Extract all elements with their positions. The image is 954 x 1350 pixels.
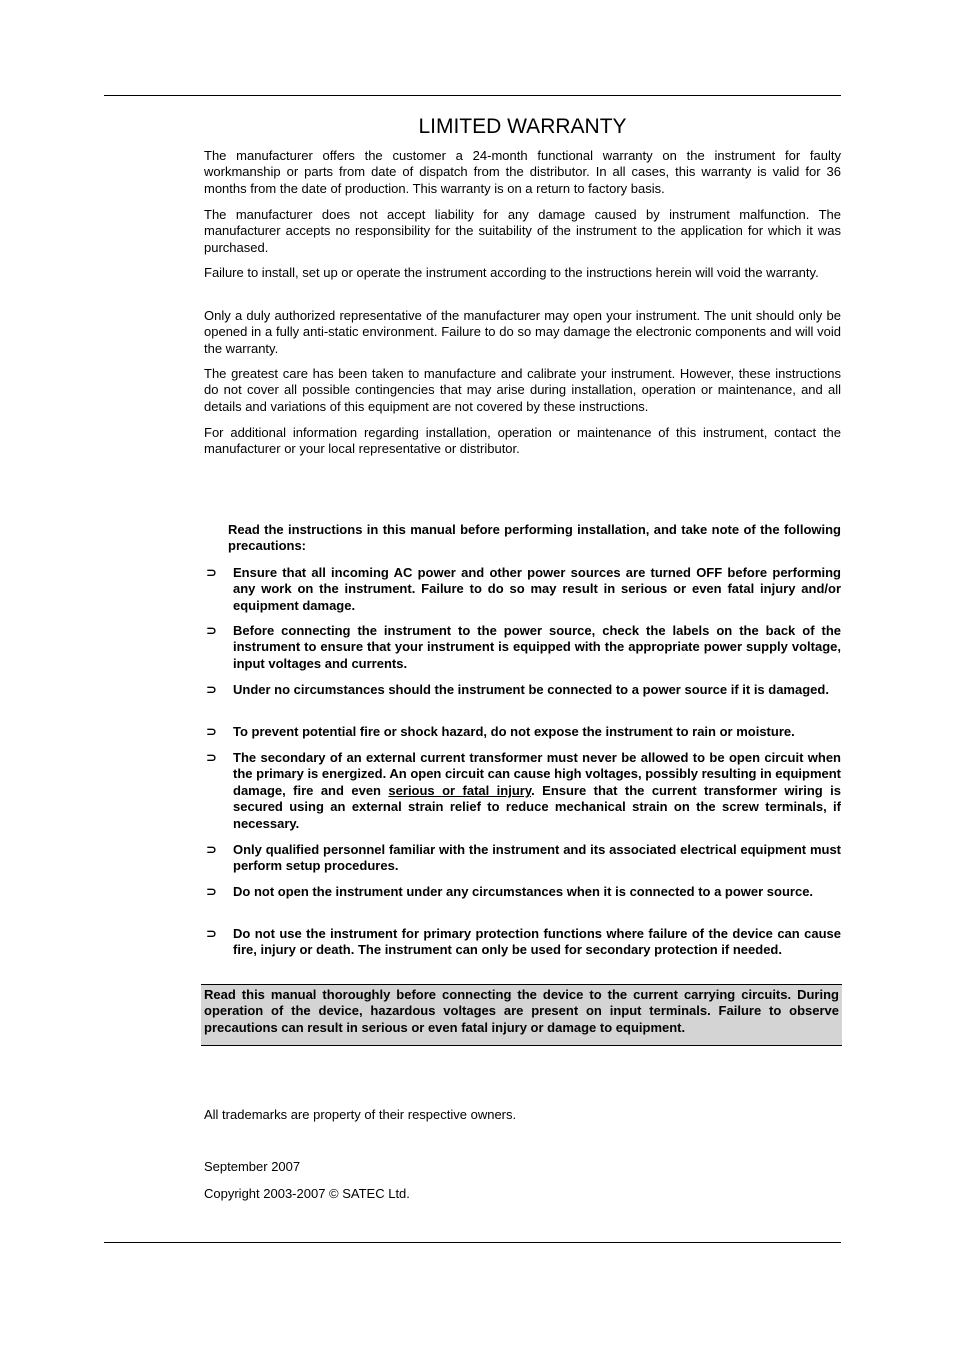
arrow-bullet-icon: ⊃ — [206, 842, 217, 857]
top-divider — [104, 95, 841, 96]
precaution-item — [206, 926, 841, 959]
warranty-paragraph-1: The manufacturer offers the customer a 24-month functional warranty on the instrument for faulty workmanship or parts from date of dispatch from the distributor. In all cases, this warranty is valid for 36 months from the date of production. This warranty is on a return to factory basis. — [204, 148, 841, 196]
precaution-text: To prevent potential fire or shock hazard, do not expose the instrument to rain or moisture. — [233, 724, 795, 739]
hazard-warning-text: Read this manual thoroughly before connecting the device to the current carrying circuits. During operation of the device, hazardous voltages are present on input terminals. Failure to observe precautions can result in serious or even fatal injury or damage to equipment. — [204, 987, 839, 1035]
precaution-item — [206, 565, 841, 614]
copyright-notice: Copyright 2003-2007 © SATEC Ltd. — [204, 1186, 410, 1201]
trademarks-notice: All trademarks are property of their respective owners. — [204, 1107, 517, 1122]
arrow-bullet-icon: ⊃ — [206, 682, 217, 697]
bottom-divider — [104, 1242, 841, 1243]
precaution-text — [233, 750, 841, 832]
precaution-text-part: The secondary of an external current transformer must never be allowed to be open circuit when the primary is energized. An open circuit can cause high voltages, possibly resulting in equipment damage, fire and even — [233, 750, 841, 798]
precaution-text: Do not open the instrument under any circumstances when it is connected to a power source. — [233, 884, 814, 899]
precaution-text-part: . Ensure that the current transformer wiring is secured using an external strain relief to reduce mechanical strain on the screw terminals, if necessary. — [233, 782, 841, 831]
hazard-warning-box — [201, 984, 842, 1046]
arrow-bullet-icon: ⊃ — [206, 750, 217, 765]
arrow-bullet-icon: ⊃ — [206, 565, 217, 580]
warranty-paragraph-6: For additional information regarding installation, operation or maintenance of this instrument, contact the manufacturer or your local representative or distributor. — [204, 425, 841, 457]
arrow-bullet-icon: ⊃ — [206, 926, 217, 941]
publication-date: September 2007 — [204, 1159, 301, 1174]
warranty-paragraph-5: The greatest care has been taken to manufacture and calibrate your instrument. However, these instructions do not cover all possible contingencies that may arise during installation, operation or maintenance, and all details and variations of this equipment are not covered by these instructions. — [204, 366, 841, 414]
warranty-paragraph-4: Only a duly authorized representative of the manufacturer may open your instrument. The unit should only be opened in a fully anti-static environment. Failure to do so may damage the electronic components and will void the warranty. — [204, 308, 841, 356]
precaution-text: Ensure that all incoming AC power and other power sources are turned OFF before performing any work on the instrument. Failure to do so may result in serious or even fatal injury and/or equipment damage. — [233, 565, 841, 613]
precautions-intro: Read the instructions in this manual before performing installation, and take note of the following precautions: — [228, 522, 841, 554]
precaution-item — [206, 884, 841, 900]
precaution-item — [206, 682, 841, 698]
precaution-text: Before connecting the instrument to the power source, check the labels on the back of the instrument to ensure that your instrument is equipped with the appropriate power supply voltage, input voltages and currents. — [233, 623, 841, 671]
warranty-paragraph-2: The manufacturer does not accept liability for any damage caused by instrument malfunction. The manufacturer accepts no responsibility for the suitability of the instrument to the application for which it was purchased. — [204, 207, 841, 255]
precaution-item — [206, 724, 841, 740]
precaution-text: Under no circumstances should the instrument be connected to a power source if it is damaged. — [233, 682, 829, 697]
precaution-item — [206, 623, 841, 672]
warranty-paragraph-3: Failure to install, set up or operate the instrument according to the instructions herein will void the warranty. — [204, 265, 819, 280]
arrow-bullet-icon: ⊃ — [206, 724, 217, 739]
serious-injury-emphasis: serious or fatal injury — [388, 782, 532, 798]
precaution-item — [206, 842, 841, 875]
precaution-text: Do not use the instrument for primary protection functions where failure of the device can cause fire, injury or death. The instrument can only be used for secondary protection if needed. — [233, 926, 841, 958]
precaution-item — [206, 750, 841, 832]
page-title: LIMITED WARRANTY — [418, 115, 627, 138]
precaution-text: Only qualified personnel familiar with the instrument and its associated electrical equipment must perform setup procedures. — [233, 842, 841, 874]
arrow-bullet-icon: ⊃ — [206, 623, 217, 638]
arrow-bullet-icon: ⊃ — [206, 884, 217, 899]
